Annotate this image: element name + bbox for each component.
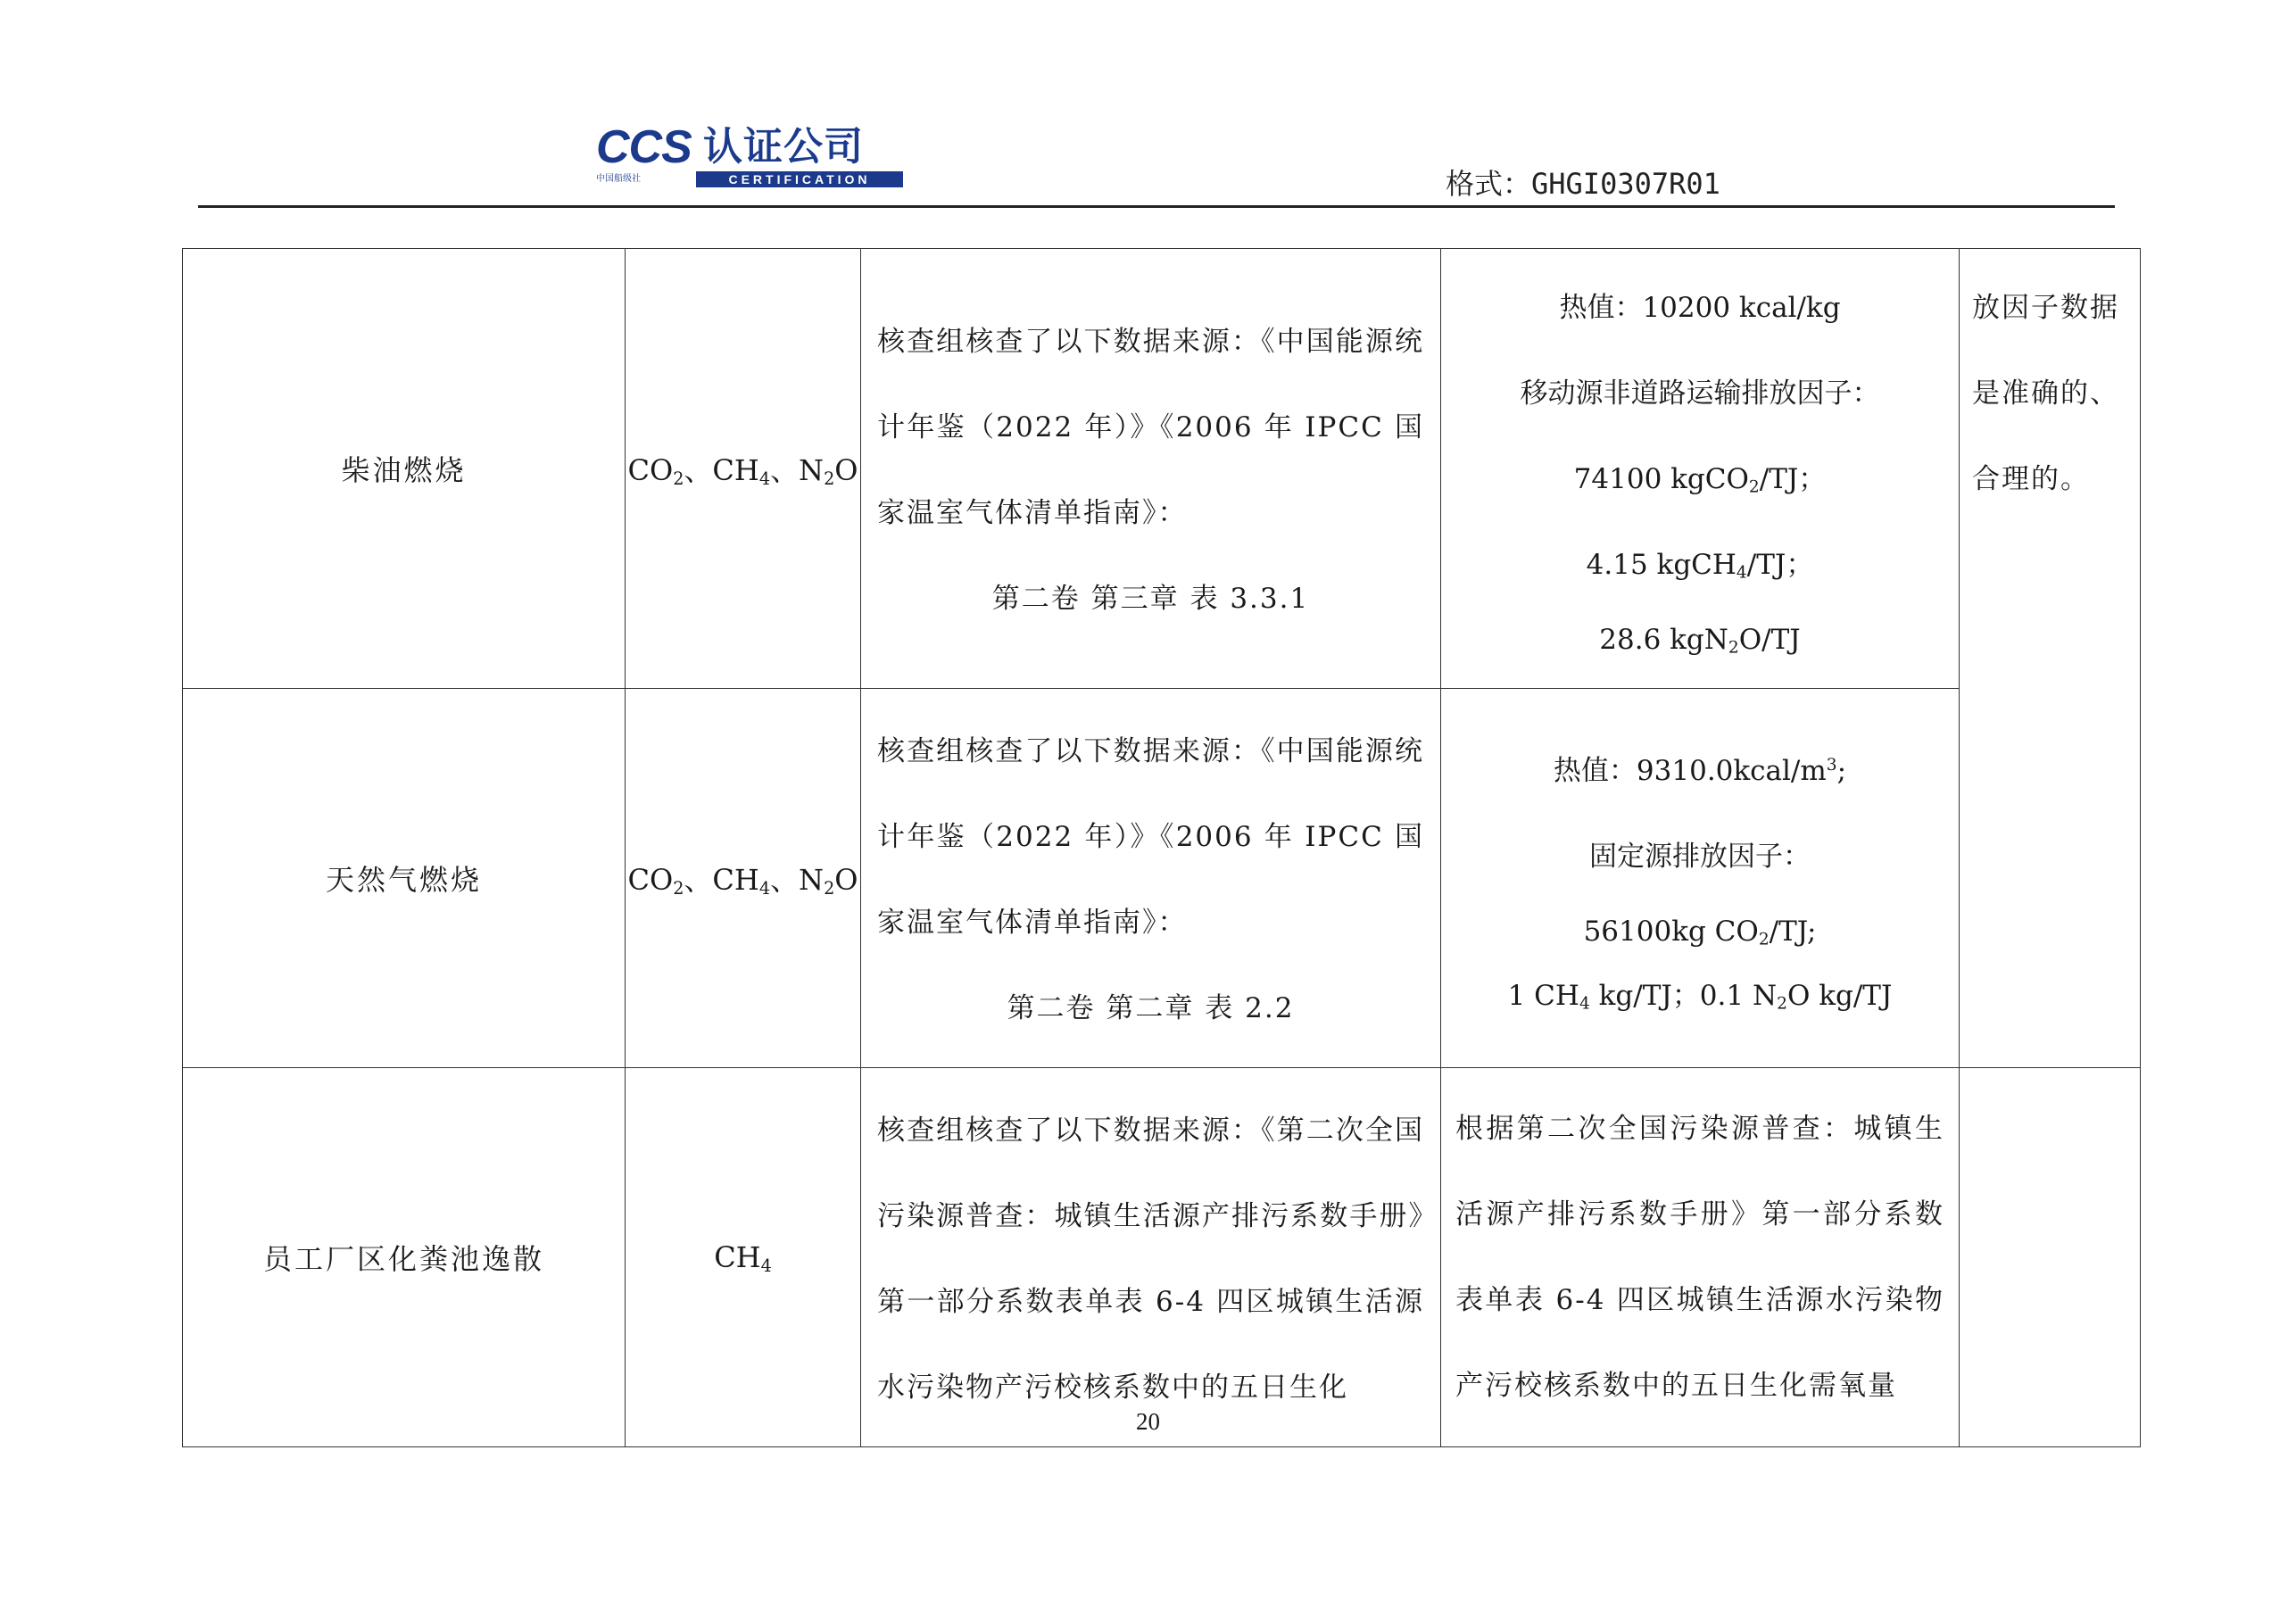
conclusion-cell: 放因子数据是准确的、合理的。 bbox=[1960, 249, 2141, 1068]
gas-type-cell: $CO_2$、$CH_4$、$N_2O$ bbox=[626, 249, 861, 689]
emission-factor-table bbox=[182, 248, 2141, 1447]
logo-subtitle: 中国船级社 bbox=[596, 174, 641, 184]
empty-cell bbox=[1960, 1068, 2141, 1447]
table-row bbox=[183, 249, 2141, 689]
header-divider bbox=[198, 205, 2115, 208]
factor-value-cell: 热值：10200 kcal/kg 移动源非道路运输排放因子： 74100 kgCO$_2$/TJ； 4.15 kgCH$_4$/TJ； 28.6 kgN$_2$O/TJ bbox=[1441, 249, 1960, 689]
emission-source-cell: 员工厂区化粪池逸散 bbox=[183, 1068, 626, 1447]
logo-ccs-text: CCS bbox=[596, 121, 692, 173]
logo-chinese-text: 认证公司 bbox=[703, 124, 864, 170]
page-number: 20 bbox=[1136, 1408, 1160, 1435]
verification-source-cell: 核查组核查了以下数据来源：《中国能源统计年鉴（2022 年）》《2006 年 IPCC 国家温室气体清单指南》： 第二卷 第三章 表 3.3.1 bbox=[861, 249, 1441, 689]
emission-source-cell: 柴油燃烧 bbox=[183, 249, 626, 689]
format-code: 格式：GHGI0307R01 bbox=[1446, 167, 1720, 201]
logo-certification-bar: CERTIFICATION bbox=[696, 171, 903, 187]
table-row bbox=[183, 689, 2141, 1068]
gas-type-cell: $CO_2$、$CH_4$、$N_2O$ bbox=[626, 689, 861, 1068]
verification-source-cell: 核查组核查了以下数据来源：《中国能源统计年鉴（2022 年）》《2006 年 IPCC 国家温室气体清单指南》： 第二卷 第二章 表 2.2 bbox=[861, 689, 1441, 1068]
emission-source-cell: 天然气燃烧 bbox=[183, 689, 626, 1068]
factor-value-cell: 热值：$9310.0kcal/m^3$; 固定源排放因子： 56100kg $CO_2/TJ$; 1 $CH_4$ kg/TJ；0.1 $N_2O$ kg/TJ bbox=[1441, 689, 1960, 1068]
factor-value-cell: 根据第二次全国污染源普查：城镇生活源产排污系数手册》第一部分系数表单表 6-4 四区城镇生活源水污染物产污校核系数中的五日生化需氧量 bbox=[1441, 1068, 1960, 1447]
table-row bbox=[183, 1068, 2141, 1447]
gas-type-cell: $CH_4$ bbox=[626, 1068, 861, 1447]
company-logo bbox=[596, 121, 904, 189]
verification-source-cell: 核查组核查了以下数据来源：《第二次全国污染源普查：城镇生活源产排污系数手册》第一部分系数表单表 6-4 四区城镇生活源水污染物产污校核系数中的五日生化 bbox=[861, 1068, 1441, 1447]
